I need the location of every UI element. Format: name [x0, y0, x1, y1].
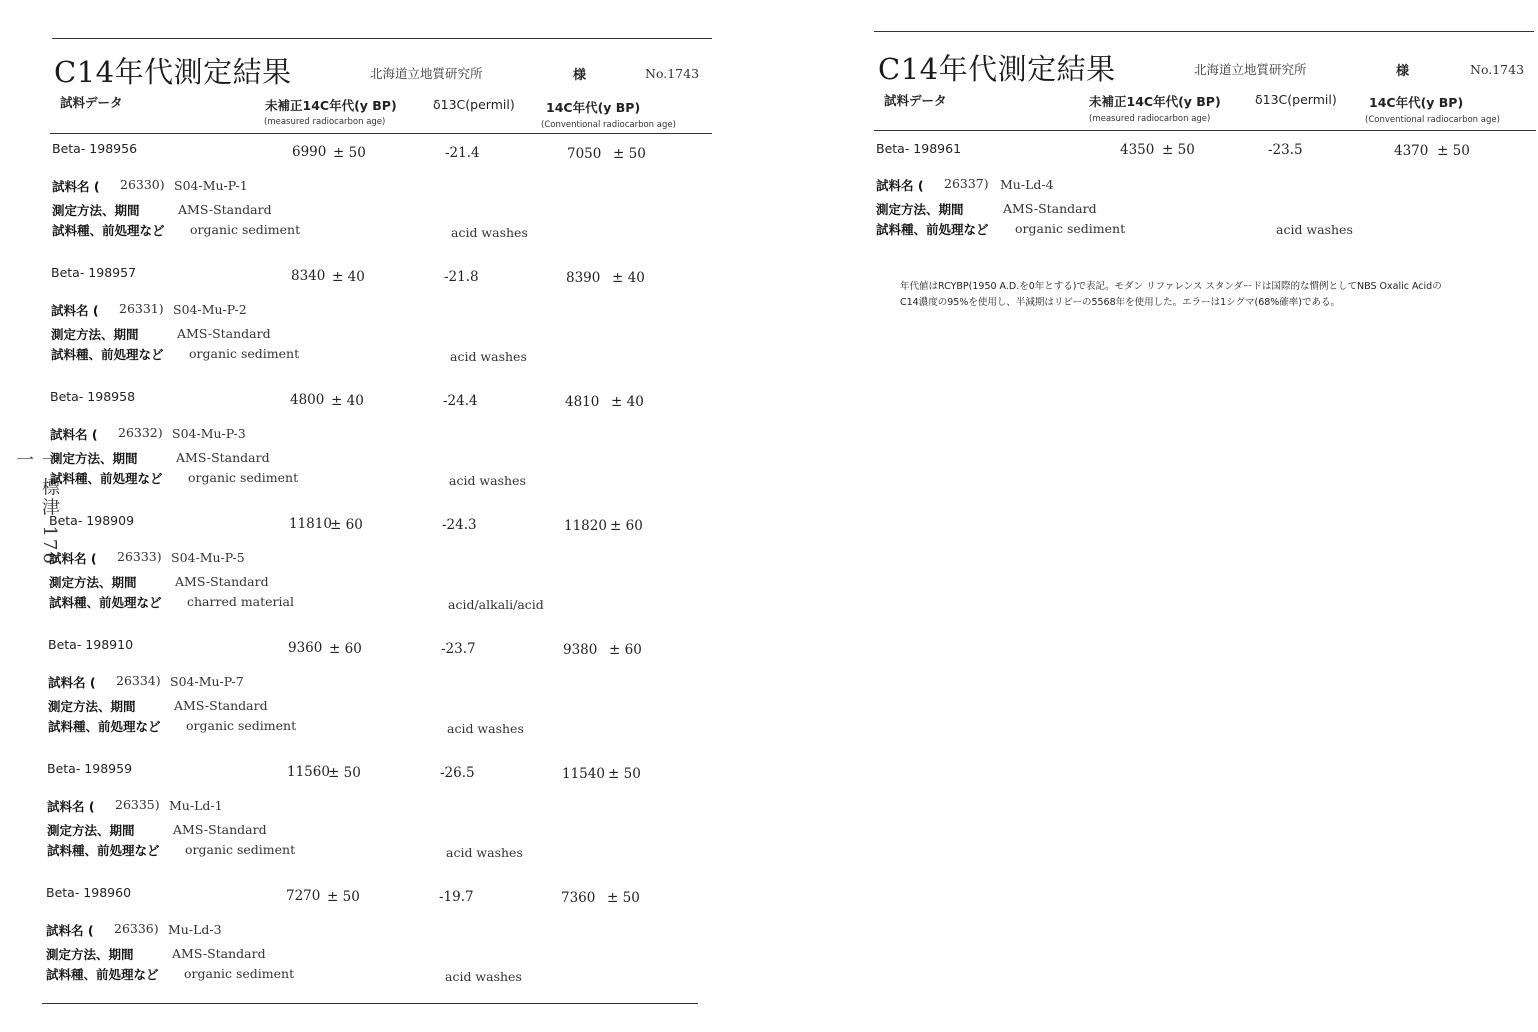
measured-age: 6990: [292, 144, 327, 160]
method-label: 測定方法、期間: [50, 451, 138, 466]
method-value: AMS-Standard: [172, 946, 266, 961]
conventional-error: ± 40: [612, 270, 645, 286]
material-value: organic sediment: [185, 842, 296, 857]
method-label: 測定方法、期間: [47, 823, 135, 838]
header-sample-data: 試料データ: [884, 93, 947, 108]
sample-entry: [47, 513, 747, 637]
material-value: organic sediment: [189, 346, 300, 361]
conventional-error: ± 60: [610, 518, 643, 534]
measured-age: 8340: [291, 268, 326, 284]
d13c-value: -21.4: [445, 145, 480, 161]
header-measured-age: 未補正14C年代(y BP): [265, 98, 397, 113]
measured-age: 9360: [288, 640, 323, 656]
header-conventional-sub: (Conventional radiocarbon age): [1365, 115, 1500, 125]
sample-name-label: 試料名 (: [49, 551, 97, 566]
method-value: AMS-Standard: [176, 450, 270, 465]
measured-error: ± 60: [329, 641, 362, 657]
page-title: C14年代測定結果: [878, 52, 1116, 86]
material-label: 試料種、前処理など: [50, 471, 163, 486]
sample-code: 26332): [118, 425, 163, 440]
conventional-error: ± 50: [607, 890, 640, 906]
measured-age: 4350: [1120, 142, 1155, 158]
pretreatment-value: acid washes: [451, 225, 528, 240]
sample-entry: [46, 637, 746, 761]
header-rule: [874, 130, 1536, 131]
header-conventional-sub: (Conventional radiocarbon age): [541, 120, 676, 130]
sample-code: 26337): [944, 176, 989, 191]
material-value: organic sediment: [1015, 221, 1126, 236]
top-rule: [52, 38, 712, 39]
d13c-value: -24.4: [443, 393, 478, 409]
sample-name: S04-Mu-P-2: [173, 302, 247, 317]
sample-name: Mu-Ld-3: [168, 922, 222, 937]
material-label: 試料種、前処理など: [47, 843, 160, 858]
method-label: 測定方法、期間: [49, 575, 137, 590]
pretreatment-value: acid washes: [449, 473, 526, 488]
conventional-age: 8390: [566, 270, 601, 286]
method-value: AMS-Standard: [174, 698, 268, 713]
sample-name-label: 試料名 (: [48, 675, 96, 690]
honorific: 様: [573, 68, 587, 83]
sample-code: 26330): [120, 177, 165, 192]
pretreatment-value: acid/alkali/acid: [448, 597, 544, 612]
footnote-line-1: 年代値はRCYBP(1950 A.D.を0年とする)で表記。モダン リファレンス スタンダードは国際的な慣例としてNBS Oxalic Acidの: [900, 281, 1442, 292]
beta-id: Beta- 198956: [52, 141, 138, 156]
header-d13c: δ13C(permil): [1255, 92, 1337, 107]
sample-name: Mu-Ld-4: [1000, 177, 1054, 192]
conventional-error: ± 50: [608, 766, 641, 782]
pretreatment-value: acid washes: [447, 721, 524, 736]
header-measured-sub: (measured radiocarbon age): [1089, 114, 1211, 124]
method-label: 測定方法、期間: [876, 202, 964, 217]
d13c-value: -21.8: [444, 269, 479, 285]
material-label: 試料種、前処理など: [46, 967, 159, 982]
institute-name: 北海道立地質研究所: [370, 66, 483, 81]
sample-entry: [874, 141, 1534, 265]
pretreatment-value: acid washes: [1276, 222, 1353, 237]
sample-code: 26335): [115, 797, 160, 812]
institute-name: 北海道立地質研究所: [1194, 62, 1307, 77]
measured-error: ± 60: [330, 517, 363, 533]
measured-error: ± 50: [333, 145, 366, 161]
material-value: organic sediment: [184, 966, 295, 981]
material-label: 試料種、前処理など: [52, 223, 165, 238]
sample-entry: [48, 389, 748, 513]
sample-name: S04-Mu-P-3: [172, 426, 246, 441]
method-value: AMS-Standard: [1003, 201, 1097, 216]
material-label: 試料種、前処理など: [876, 222, 989, 237]
pretreatment-value: acid washes: [446, 845, 523, 860]
material-value: organic sediment: [190, 222, 301, 237]
conventional-age: 7050: [567, 146, 602, 162]
measured-age: 11810: [289, 516, 332, 532]
sample-name-label: 試料名 (: [876, 178, 924, 193]
measured-error: ± 40: [332, 269, 365, 285]
material-label: 試料種、前処理など: [51, 347, 164, 362]
conventional-error: ± 50: [1437, 143, 1470, 159]
measured-error: ± 50: [327, 889, 360, 905]
sample-code: 26334): [116, 673, 161, 688]
sample-name: S04-Mu-P-7: [170, 674, 244, 689]
conventional-age: 9380: [563, 642, 598, 658]
report-number: No.1743: [1470, 62, 1525, 77]
d13c-value: -23.7: [441, 641, 476, 657]
method-label: 測定方法、期間: [51, 327, 139, 342]
page-title: C14年代測定結果: [54, 55, 292, 89]
material-label: 試料種、前処理など: [49, 595, 162, 610]
sample-entry: [49, 265, 749, 389]
method-value: AMS-Standard: [177, 326, 271, 341]
sample-entry: [44, 885, 744, 1009]
header-conventional-age: 14C年代(y BP): [546, 100, 641, 115]
beta-id: Beta- 198910: [48, 637, 134, 652]
d13c-value: -24.3: [442, 517, 477, 533]
header-rule: [50, 133, 712, 134]
header-measured-sub: (measured radiocarbon age): [264, 117, 386, 127]
footnote-line-2: C14濃度の95%を使用し、半減期はリビーの5568年を使用した。エラーは1シグマ(68%確率)である。: [900, 297, 1341, 308]
sample-name-label: 試料名 (: [52, 179, 100, 194]
sample-entry: [45, 761, 745, 885]
method-value: AMS-Standard: [175, 574, 269, 589]
side-page-label-text: 一 標津 176 一: [13, 450, 60, 566]
sample-code: 26333): [117, 549, 162, 564]
method-label: 測定方法、期間: [48, 699, 136, 714]
beta-id: Beta- 198960: [46, 885, 132, 900]
material-value: organic sediment: [188, 470, 299, 485]
conventional-error: ± 40: [611, 394, 644, 410]
conventional-age: 11540: [562, 766, 605, 782]
header-sample-data: 試料データ: [60, 95, 123, 110]
sample-entry: [50, 141, 750, 265]
sample-name: S04-Mu-P-5: [171, 550, 245, 565]
measured-age: 7270: [286, 888, 321, 904]
material-value: organic sediment: [186, 718, 297, 733]
header-d13c: δ13C(permil): [433, 97, 515, 112]
header-measured-age: 未補正14C年代(y BP): [1089, 94, 1221, 109]
d13c-value: -19.7: [439, 889, 474, 905]
d13c-value: -23.5: [1268, 142, 1303, 158]
measured-error: ± 50: [1162, 142, 1195, 158]
beta-id: Beta- 198958: [50, 389, 136, 404]
conventional-age: 4370: [1394, 143, 1429, 159]
sample-name-label: 試料名 (: [46, 923, 94, 938]
sample-name-label: 試料名 (: [50, 427, 98, 442]
material-label: 試料種、前処理など: [48, 719, 161, 734]
sample-code: 26336): [114, 921, 159, 936]
sample-name: Mu-Ld-1: [169, 798, 223, 813]
conventional-age: 4810: [565, 394, 600, 410]
sample-code: 26331): [119, 301, 164, 316]
sample-name-label: 試料名 (: [51, 303, 99, 318]
honorific: 様: [1396, 64, 1410, 79]
beta-id: Beta- 198909: [49, 513, 135, 528]
sample-name-label: 試料名 (: [47, 799, 95, 814]
bottom-rule: [42, 1003, 698, 1004]
conventional-error: ± 60: [609, 642, 642, 658]
conventional-error: ± 50: [613, 146, 646, 162]
material-value: charred material: [187, 594, 294, 609]
conventional-age: 7360: [561, 890, 596, 906]
method-value: AMS-Standard: [178, 202, 272, 217]
sample-name: S04-Mu-P-1: [174, 178, 248, 193]
measured-error: ± 50: [328, 765, 361, 781]
measured-error: ± 40: [331, 393, 364, 409]
beta-id: Beta- 198961: [876, 141, 962, 156]
conventional-age: 11820: [564, 518, 607, 534]
method-label: 測定方法、期間: [52, 203, 140, 218]
method-label: 測定方法、期間: [46, 947, 134, 962]
top-rule: [874, 31, 1534, 32]
beta-id: Beta- 198959: [47, 761, 133, 776]
method-value: AMS-Standard: [173, 822, 267, 837]
right-report-page: [860, 0, 1538, 1032]
header-conventional-age: 14C年代(y BP): [1369, 95, 1464, 110]
measured-age: 4800: [290, 392, 325, 408]
pretreatment-value: acid washes: [450, 349, 527, 364]
beta-id: Beta- 198957: [51, 265, 137, 280]
left-report-page: [0, 0, 760, 1032]
measured-age: 11560: [287, 764, 330, 780]
d13c-value: -26.5: [440, 765, 475, 781]
report-number: No.1743: [645, 66, 700, 81]
pretreatment-value: acid washes: [445, 969, 522, 984]
